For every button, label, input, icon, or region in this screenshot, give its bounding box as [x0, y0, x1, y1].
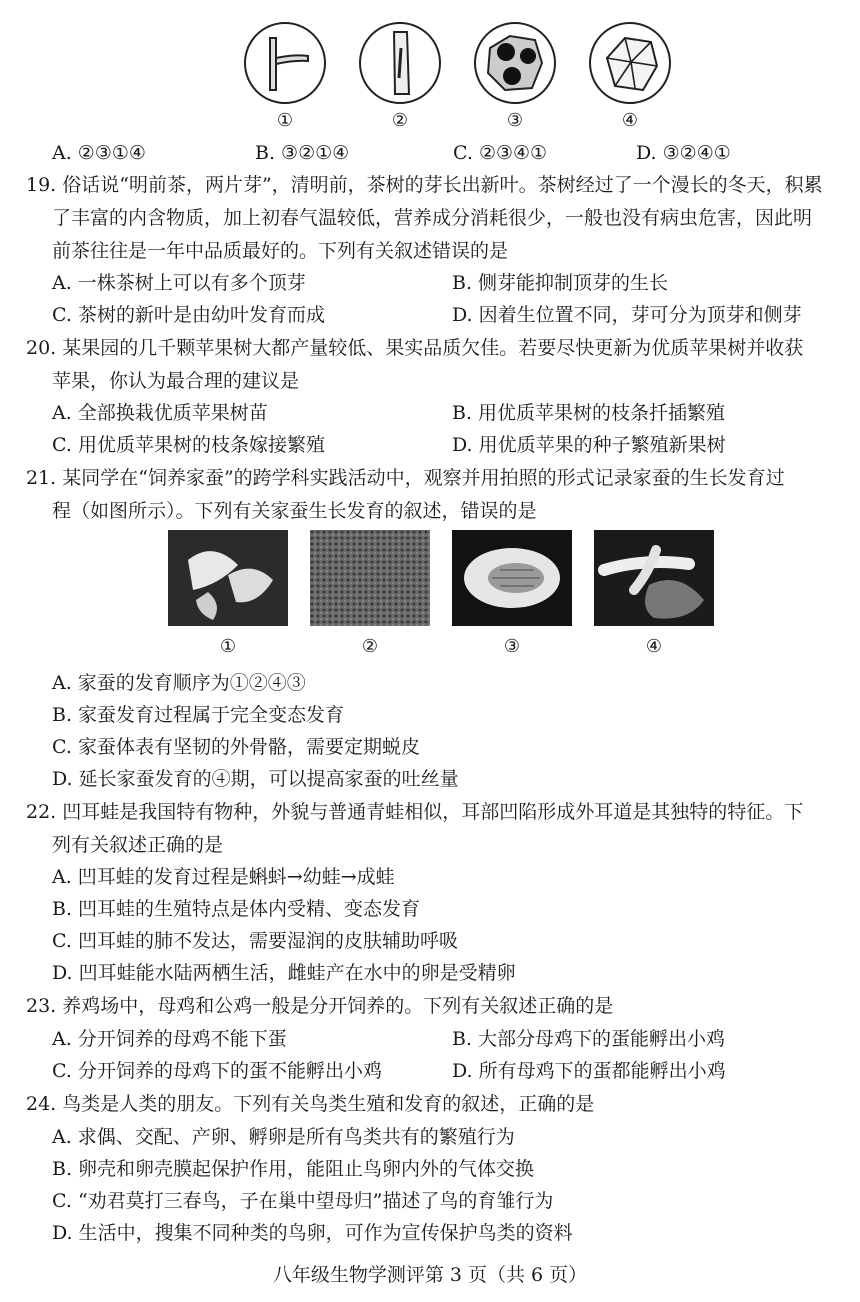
q18-option-c[interactable]: C. ②③④① — [453, 142, 548, 164]
q19-stem-line-3: 前茶往往是一年中品质最好的。下列有关叙述错误的是 — [52, 240, 509, 262]
figure-label-3: ③ — [506, 110, 524, 131]
q22-option-b[interactable]: B. 凹耳蛙的生殖特点是体内受精、变态发育 — [52, 898, 421, 920]
q23-option-a[interactable]: A. 分开饲养的母鸡不能下蛋 — [52, 1028, 287, 1050]
q24-stem-line-1: 24. 鸟类是人类的朋友。下列有关鸟类生殖和发育的叙述，正确的是 — [26, 1093, 595, 1115]
figure-label-4: ④ — [621, 110, 639, 131]
q22-stem-line-1: 22. 凹耳蛙是我国特有物种，外貌与普通青蛙相似，耳部凹陷形成外耳道是其独特的特征。下 — [26, 801, 804, 823]
q23-option-d[interactable]: D. 所有母鸡下的蛋都能孵出小鸡 — [452, 1060, 726, 1082]
q21-stem-line-1: 21. 某同学在“饲养家蚕”的跨学科实践活动中，观察并用拍照的形式记录家蚕的生长发育过 — [26, 467, 785, 489]
q19-stem-line-2: 了丰富的内含物质，加上初春气温较低，营养成分消耗很少，一般也没有病虫危害，因此明 — [52, 207, 813, 229]
q22-option-d[interactable]: D. 凹耳蛙能水陆两栖生活，雌蛙产在水中的卵是受精卵 — [52, 962, 516, 984]
silkworm-eggs-image — [310, 530, 430, 626]
figure-cell-1 — [240, 18, 330, 133]
photo-label-3: ③ — [503, 636, 521, 657]
q23-stem-line-1: 23. 养鸡场中，母鸡和公鸡一般是分开饲养的。下列有关叙述正确的是 — [26, 995, 614, 1017]
photo-label-2: ② — [361, 636, 379, 657]
q19-option-b[interactable]: B. 侧芽能抑制顶芽的生长 — [452, 272, 669, 294]
figure-cell-3 — [470, 18, 560, 133]
cocoon-pupa-image — [452, 530, 572, 626]
silkworm-photo-1 — [168, 530, 288, 626]
q19-option-d[interactable]: D. 因着生位置不同，芽可分为顶芽和侧芽 — [452, 304, 802, 326]
q18-option-b[interactable]: B. ③②①④ — [255, 142, 350, 164]
q24-option-d[interactable]: D. 生活中，搜集不同种类的鸟卵，可作为宣传保护鸟类的资料 — [52, 1222, 573, 1244]
q22-option-a[interactable]: A. 凹耳蛙的发育过程是蝌蚪→幼蛙→成蛙 — [52, 866, 395, 888]
q21-option-d[interactable]: D. 延长家蚕发育的④期，可以提高家蚕的吐丝量 — [52, 768, 459, 790]
q21-option-b[interactable]: B. 家蚕发育过程属于完全变态发育 — [52, 704, 345, 726]
q22-stem-line-2: 列有关叙述正确的是 — [52, 834, 224, 856]
microscope-figure — [240, 18, 670, 133]
root-hair-cell-image — [240, 18, 330, 108]
figure-cell-2 — [355, 18, 445, 133]
q21-option-c[interactable]: C. 家蚕体表有坚韧的外骨骼，需要定期蜕皮 — [52, 736, 420, 758]
q23-option-c[interactable]: C. 分开饲养的母鸡下的蛋不能孵出小鸡 — [52, 1060, 382, 1082]
figure-cell-4 — [585, 18, 675, 133]
q19-option-c[interactable]: C. 茶树的新叶是由幼叶发育而成 — [52, 304, 325, 326]
silkworm-photo-3 — [452, 530, 572, 626]
q20-option-a[interactable]: A. 全部换栽优质苹果树苗 — [52, 402, 268, 424]
figure-label-1: ① — [276, 110, 294, 131]
silkworm-photo-strip — [168, 530, 728, 660]
q21-option-a[interactable]: A. 家蚕的发育顺序为①②④③ — [52, 672, 306, 694]
q20-option-b[interactable]: B. 用优质苹果树的枝条扦插繁殖 — [452, 402, 726, 424]
q22-option-c[interactable]: C. 凹耳蛙的肺不发达，需要湿润的皮肤辅助呼吸 — [52, 930, 458, 952]
q24-option-c[interactable]: C. “劝君莫打三春鸟，子在巢中望母归”描述了鸟的育雏行为 — [52, 1190, 554, 1212]
q18-option-d[interactable]: D. ③②④① — [636, 142, 731, 164]
q21-stem-line-2: 程（如图所示）。下列有关家蚕生长发育的叙述，错误的是 — [52, 500, 537, 522]
q20-stem-line-1: 20. 某果园的几千颗苹果树大都产量较低、果实品质欠佳。若要尽快更新为优质苹果树并收获 — [26, 337, 804, 359]
silkworm-photo-2 — [310, 530, 430, 626]
elongated-cell-image — [355, 18, 445, 108]
cell-cluster-image — [470, 18, 560, 108]
silk-moth-image — [168, 530, 288, 626]
q19-option-a[interactable]: A. 一株茶树上可以有多个顶芽 — [52, 272, 306, 294]
q24-option-a[interactable]: A. 求偶、交配、产卵、孵卵是所有鸟类共有的繁殖行为 — [52, 1126, 515, 1148]
page-footer: 八年级生物学测评第 3 页（共 6 页） — [272, 1264, 588, 1286]
q23-option-b[interactable]: B. 大部分母鸡下的蛋能孵出小鸡 — [452, 1028, 726, 1050]
photo-label-1: ① — [219, 636, 237, 657]
silkworm-photo-4 — [594, 530, 714, 626]
q20-stem-line-2: 苹果，你认为最合理的建议是 — [52, 370, 300, 392]
q24-option-b[interactable]: B. 卵壳和卵壳膜起保护作用，能阻止鸟卵内外的气体交换 — [52, 1158, 535, 1180]
polygon-cells-image — [585, 18, 675, 108]
photo-label-4: ④ — [645, 636, 663, 657]
q20-option-c[interactable]: C. 用优质苹果树的枝条嫁接繁殖 — [52, 434, 325, 456]
figure-label-2: ② — [391, 110, 409, 131]
silkworm-larva-image — [594, 530, 714, 626]
q19-stem-line-1: 19. 俗话说“明前茶，两片芽”，清明前，茶树的芽长出新叶。茶树经过了一个漫长的冬天，积累 — [26, 174, 823, 196]
q20-option-d[interactable]: D. 用优质苹果的种子繁殖新果树 — [452, 434, 726, 456]
q18-option-a[interactable]: A. ②③①④ — [52, 142, 146, 164]
